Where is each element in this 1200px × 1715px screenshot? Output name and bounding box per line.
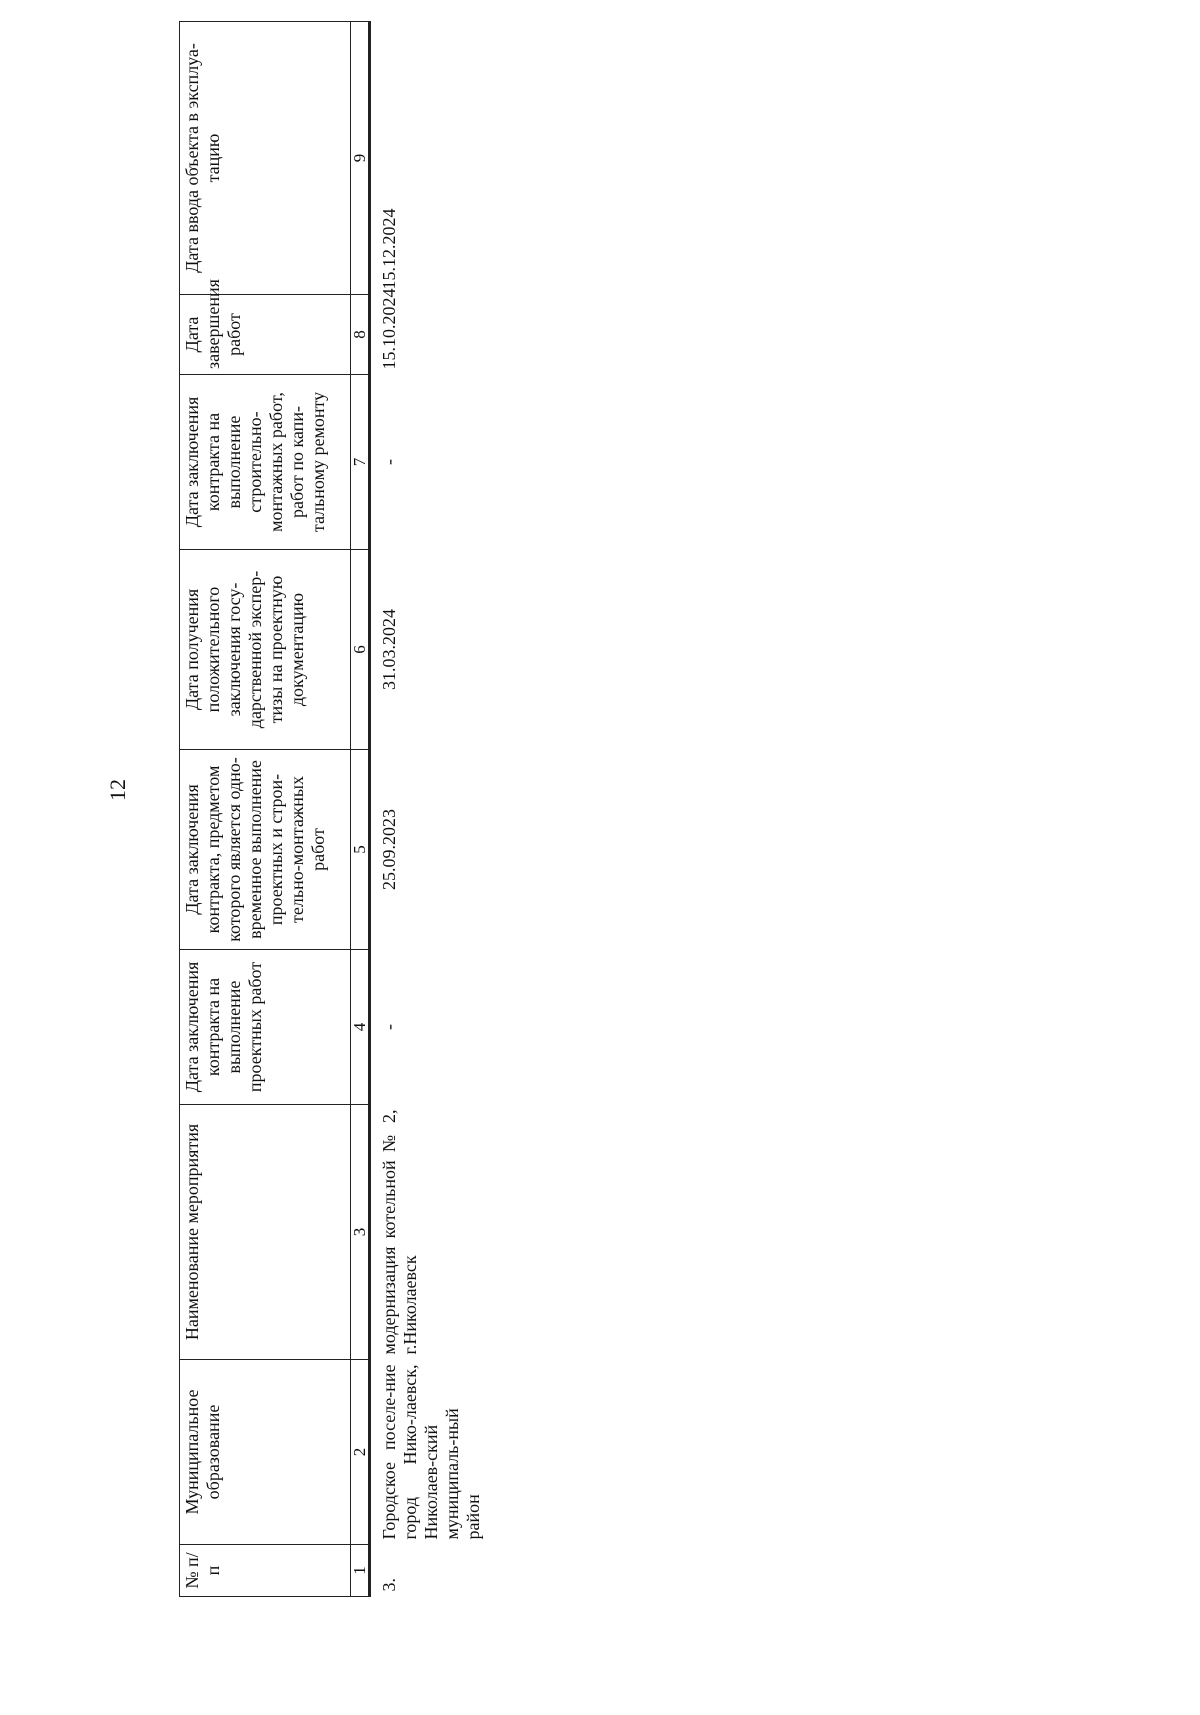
row-completion-date: 15.10.2024 bbox=[379, 288, 399, 370]
row-commissioning-date: 15.12.2024 bbox=[379, 208, 399, 290]
header-commissioning-date: Дата ввода объекта в эксплуа-тацию bbox=[180, 22, 351, 295]
row-municipality: Городское поселе-ние город Нико-лаевск, Николаев-ский муниципаль-ный район bbox=[379, 1364, 483, 1540]
column-number: 7 bbox=[351, 375, 370, 550]
row-construction-contract-date: - bbox=[379, 459, 399, 465]
header-combined-contract-date: Дата заключения контракта, предметом которого является одно-временное выполнение проектных и строи-тельно-монтажных работ bbox=[180, 750, 351, 950]
column-number: 8 bbox=[351, 295, 370, 375]
column-number-row bbox=[351, 22, 370, 1597]
row-design-contract-date: - bbox=[379, 1024, 399, 1030]
column-number: 1 bbox=[351, 1545, 370, 1597]
header-num: № п/п bbox=[180, 1545, 351, 1597]
header-event: Наименование мероприятия bbox=[180, 1105, 351, 1360]
row-event: модернизация котельной № 2, г.Николаевск bbox=[379, 1109, 420, 1355]
header-construction-contract-date: Дата заключения контракта на выполнение строительно-монтажных работ, работ по капи-тальному ремонту bbox=[180, 375, 351, 550]
row-expertise-date: 31.03.2024 bbox=[379, 609, 399, 690]
header-row bbox=[180, 22, 351, 1597]
document-table bbox=[179, 22, 649, 1597]
column-number: 6 bbox=[351, 550, 370, 750]
row-combined-contract-date: 25.09.2023 bbox=[379, 809, 399, 890]
table-row bbox=[370, 22, 487, 1597]
header-completion-date: Дата завершения работ bbox=[180, 295, 351, 375]
header-municipality: Муниципальное образование bbox=[180, 1360, 351, 1545]
column-number: 5 bbox=[351, 750, 370, 950]
column-number: 2 bbox=[351, 1360, 370, 1545]
header-expertise-date: Дата получения положительного заключения госу-дарственной экспер-тизы на проектную документацию bbox=[180, 550, 351, 750]
column-number: 4 bbox=[351, 950, 370, 1105]
row-num: 3. bbox=[379, 1578, 399, 1592]
column-number: 9 bbox=[351, 22, 370, 295]
column-number: 3 bbox=[351, 1105, 370, 1360]
header-design-contract-date: Дата заключения контракта на выполнение проектных работ bbox=[180, 950, 351, 1105]
page-number: 12 bbox=[105, 779, 130, 801]
